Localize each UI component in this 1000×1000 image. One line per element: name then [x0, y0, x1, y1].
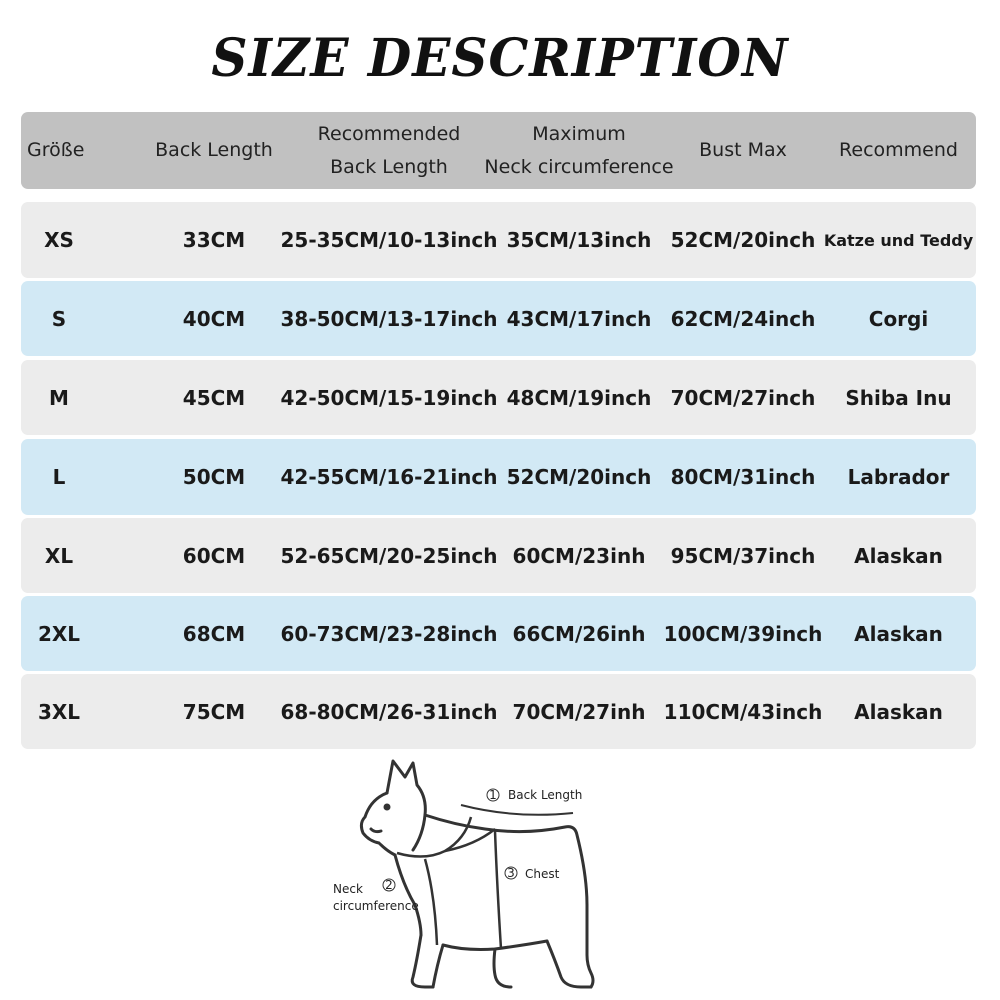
cell-bust-max: 100CM/39inch: [663, 621, 823, 646]
cell-size: M: [49, 385, 69, 410]
back-length-arc: [461, 805, 573, 815]
cell-recommend: Katze und Teddy: [823, 230, 974, 250]
table-row: [21, 281, 976, 356]
cell-max-neck: 66CM/26inh: [512, 621, 646, 646]
neck-label-line1: Neck: [333, 882, 363, 896]
cell-bust-max: 95CM/37inch: [670, 543, 816, 568]
cell-recommended-back-length: 42-55CM/16-21inch: [280, 465, 498, 489]
cell-recommend: Labrador: [847, 465, 950, 489]
cell-back-length: 75CM: [182, 699, 246, 724]
neck-label-line2: circumference: [333, 899, 419, 913]
cell-back-length: 68CM: [182, 621, 246, 646]
cell-bust-max: 52CM/20inch: [670, 228, 816, 252]
cell-recommended-back-length: 52-65CM/20-25inch: [280, 543, 498, 568]
cell-size: XS: [44, 228, 74, 252]
cell-bust-max: 62CM/24inch: [670, 306, 816, 331]
table-row: [21, 596, 976, 671]
header-recommended-line1: Recommended: [317, 122, 461, 145]
header-recommended-back-length: [289, 112, 489, 189]
cell-recommended-back-length: 38-50CM/13-17inch: [280, 306, 498, 331]
header-max-neck-line1: Maximum: [532, 122, 626, 145]
cell-bust-max: 110CM/43inch: [663, 699, 823, 724]
neck-number: 2: [385, 878, 393, 892]
dog-measurement-diagram: [325, 755, 655, 995]
cell-recommended-back-length: 60-73CM/23-28inch: [280, 621, 498, 646]
cell-max-neck: 60CM/23inh: [512, 543, 646, 568]
cell-back-length: 45CM: [182, 385, 246, 410]
cell-recommend: Alaskan: [854, 543, 943, 568]
cell-size: S: [51, 306, 67, 331]
cell-max-neck: 48CM/19inch: [506, 385, 652, 410]
cell-back-length: 50CM: [182, 465, 246, 489]
cell-size: XL: [44, 543, 74, 568]
cell-recommended-back-length: 68-80CM/26-31inch: [280, 699, 498, 724]
cell-max-neck: 35CM/13inch: [506, 228, 652, 252]
chest-number: 3: [507, 866, 515, 880]
header-bust-max: Bust Max: [699, 139, 787, 161]
harness-icon: [397, 817, 501, 949]
cell-recommend: Shiba Inu: [845, 385, 952, 410]
cell-back-length: 60CM: [182, 543, 246, 568]
table-row: [21, 360, 976, 435]
cell-max-neck: 43CM/17inch: [506, 306, 652, 331]
page-title: SIZE DESCRIPTION: [211, 26, 789, 89]
cell-recommend: Alaskan: [854, 621, 943, 646]
cell-max-neck: 70CM/27inh: [512, 699, 646, 724]
cell-recommended-back-length: 25-35CM/10-13inch: [280, 228, 498, 252]
header-back-length: Back Length: [155, 139, 273, 161]
table-row: [21, 439, 976, 515]
header-recommend: Recommend: [839, 139, 958, 161]
table-row: [21, 674, 976, 749]
cell-bust-max: 80CM/31inch: [670, 465, 816, 489]
header-max-neck-line2: Neck circumference: [484, 155, 674, 178]
cell-size: 3XL: [37, 699, 81, 724]
cell-recommend: Corgi: [868, 306, 929, 331]
table-header: [21, 112, 976, 189]
cell-recommend: Alaskan: [854, 699, 943, 724]
cell-back-length: 40CM: [182, 306, 246, 331]
header-recommended-line2: Back Length: [330, 155, 448, 178]
cell-back-length: 33CM: [182, 228, 246, 252]
header-max-neck: [481, 112, 677, 189]
table-row: [21, 202, 976, 278]
back-length-number: 1: [489, 788, 497, 802]
back-length-label: Back Length: [508, 788, 583, 802]
cell-bust-max: 70CM/27inch: [670, 385, 816, 410]
table-row: [21, 518, 976, 593]
chest-label: Chest: [525, 867, 560, 881]
header-size: Größe: [27, 139, 85, 161]
cell-recommended-back-length: 42-50CM/15-19inch: [280, 385, 498, 410]
cell-max-neck: 52CM/20inch: [506, 465, 652, 489]
cell-size: L: [52, 465, 66, 489]
cell-size: 2XL: [37, 621, 81, 646]
